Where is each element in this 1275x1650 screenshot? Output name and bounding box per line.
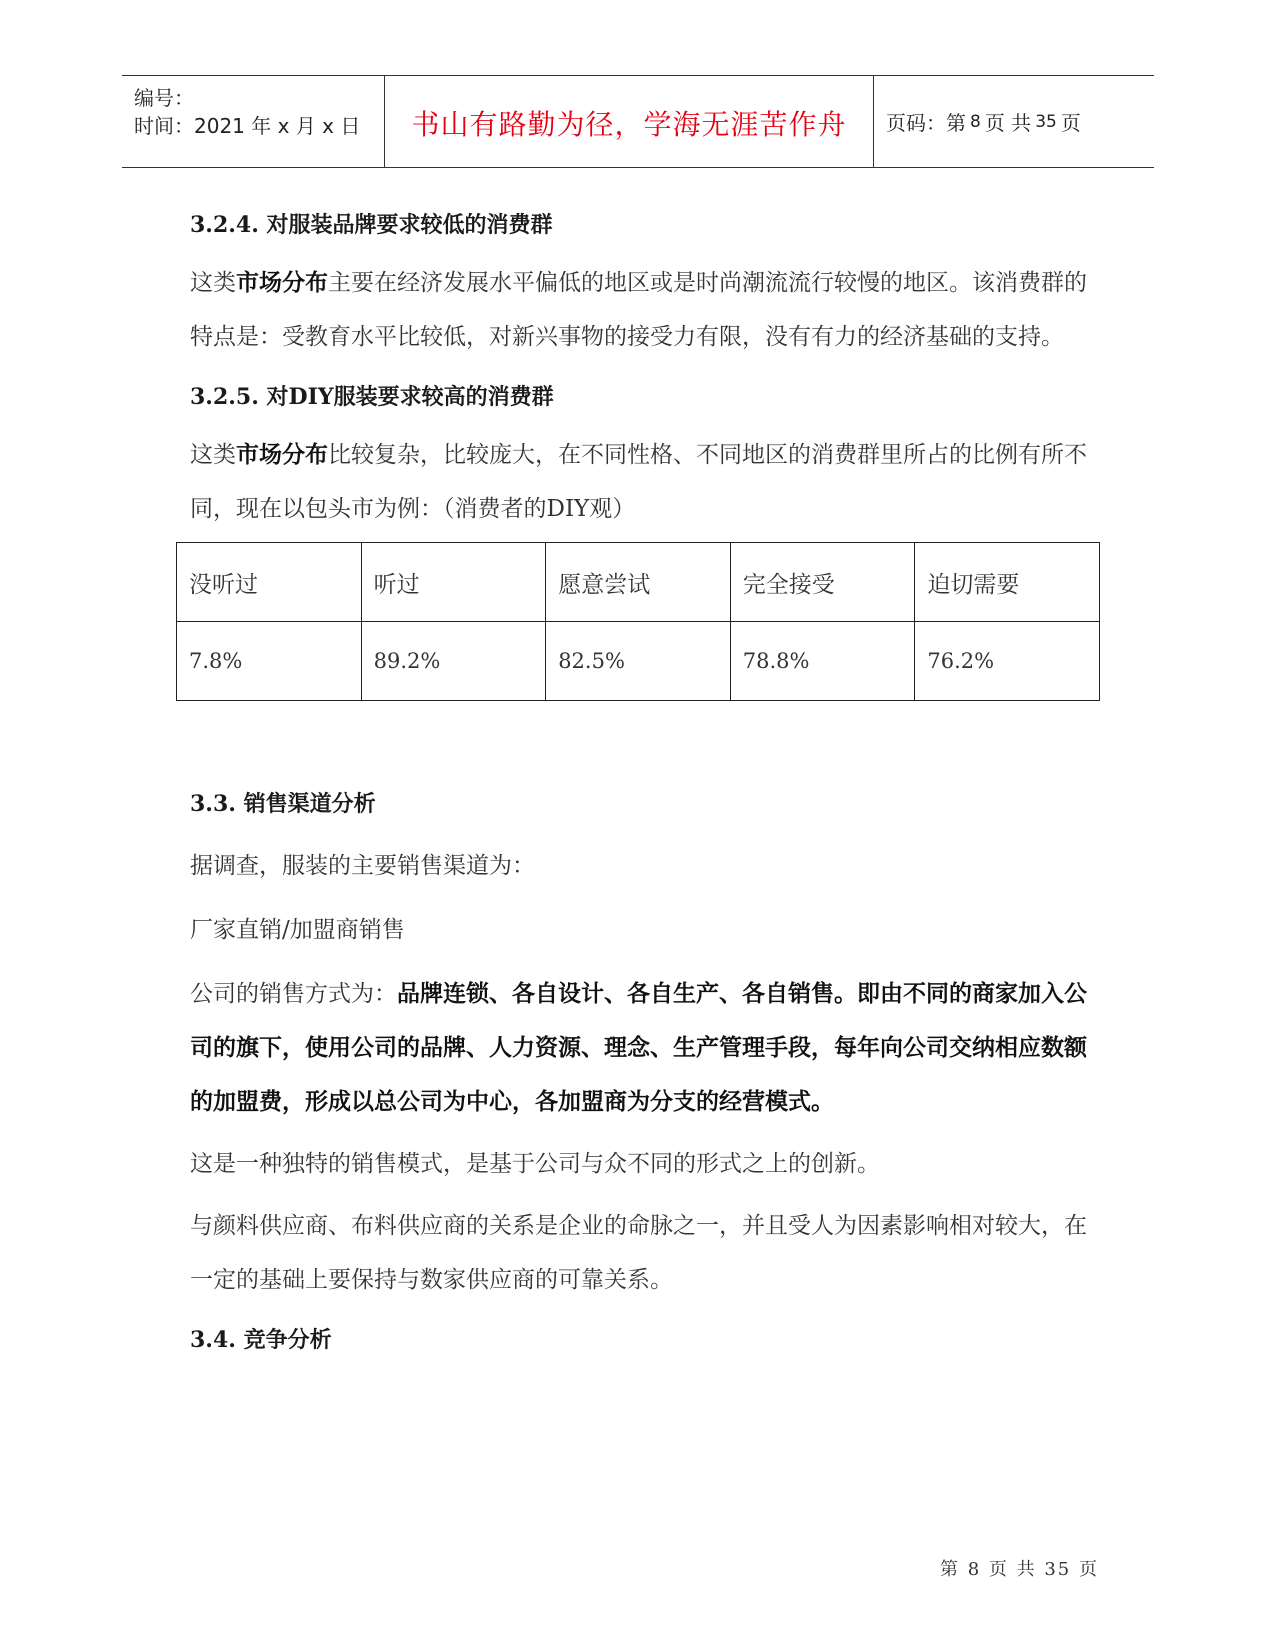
header-meta-cell <box>122 76 385 167</box>
para-bold-term: 市场分布 <box>236 441 328 468</box>
page-suffix: 页 <box>1060 111 1081 135</box>
header-page-cell <box>874 76 1154 167</box>
paragraph-3-3-4: 这是一种独特的销售模式，是基于公司与众不同的形式之上的创新。 <box>190 1151 880 1177</box>
table-cell: 78.8% <box>730 622 915 701</box>
document-body <box>190 200 1100 1365</box>
para-prefix: 这类 <box>190 442 236 468</box>
table-cell: 76.2% <box>915 622 1100 701</box>
paragraph-3-3-1: 据调查，服装的主要销售渠道为： <box>190 853 535 879</box>
table-header-cell: 迫切需要 <box>915 543 1100 622</box>
heading-3-3: 3.3. 销售渠道分析 <box>190 791 376 817</box>
para-rest: 比较复杂，比较庞大，在不同性格、不同地区的消费群里所占的比例有所不同，现在以包头市为例：（消费者的DIY观） <box>190 442 1087 522</box>
table-header-cell: 没听过 <box>177 543 362 622</box>
table-cell: 82.5% <box>546 622 731 701</box>
diy-survey-table <box>176 542 1100 701</box>
table-cell: 7.8% <box>177 622 362 701</box>
document-time-label: 时间：2021 年 x 月 x 日 <box>134 114 361 138</box>
spacer <box>190 701 1100 779</box>
paragraph-3-3-5: 与颜料供应商、布料供应商的关系是企业的命脉之一，并且受人为因素影响相对较大，在一定的基础上要保持与数家供应商的可靠关系。 <box>190 1213 1087 1293</box>
table-row <box>177 622 1100 701</box>
para-bold-text: 品牌连锁、各自设计、各自生产、各自销售。即由不同的商家加入公司的旗下，使用公司的品牌、人力资源、理念、生产管理手段，每年向公司交纳相应数额的加盟费，形成以总公司为中心，各加盟商为分支的经营模式。 <box>190 980 1087 1115</box>
page-header <box>122 75 1154 168</box>
document-number-label: 编号： <box>134 86 194 110</box>
table-header-cell: 听过 <box>361 543 546 622</box>
paragraph-3-2-4 <box>190 256 1100 364</box>
table-header-row <box>177 543 1100 622</box>
para-bold-term: 市场分布 <box>236 269 328 296</box>
paragraph-3-3-3 <box>190 967 1100 1129</box>
page-total: 35 <box>1035 111 1057 132</box>
paragraph-3-3-2: 厂家直销/加盟商销售 <box>190 917 405 943</box>
table-header-cell: 完全接受 <box>730 543 915 622</box>
para-prefix: 公司的销售方式为： <box>190 981 397 1007</box>
heading-3-4: 3.4. 竞争分析 <box>190 1327 332 1353</box>
table-header-cell: 愿意尝试 <box>546 543 731 622</box>
heading-3-2-4: 3.2.4. 对服装品牌要求较低的消费群 <box>190 212 553 238</box>
header-motto: 书山有路勤为径，学海无涯苦作舟 <box>411 107 847 141</box>
header-motto-cell <box>385 76 874 167</box>
para-rest: 主要在经济发展水平偏低的地区或是时尚潮流流行较慢的地区。该消费群的特点是：受教育水平比较低，对新兴事物的接受力有限，没有有力的经济基础的支持。 <box>190 270 1087 350</box>
page-prefix: 页码：第 <box>886 111 966 135</box>
page-current: 8 <box>970 111 981 132</box>
table-cell: 89.2% <box>361 622 546 701</box>
heading-3-2-5: 3.2.5. 对DIY服装要求较高的消费群 <box>190 384 554 410</box>
page-middle: 页 共 <box>984 111 1032 135</box>
page-footer: 第 8 页 共 35 页 <box>940 1559 1099 1580</box>
paragraph-3-2-5 <box>190 428 1100 536</box>
para-prefix: 这类 <box>190 270 236 296</box>
